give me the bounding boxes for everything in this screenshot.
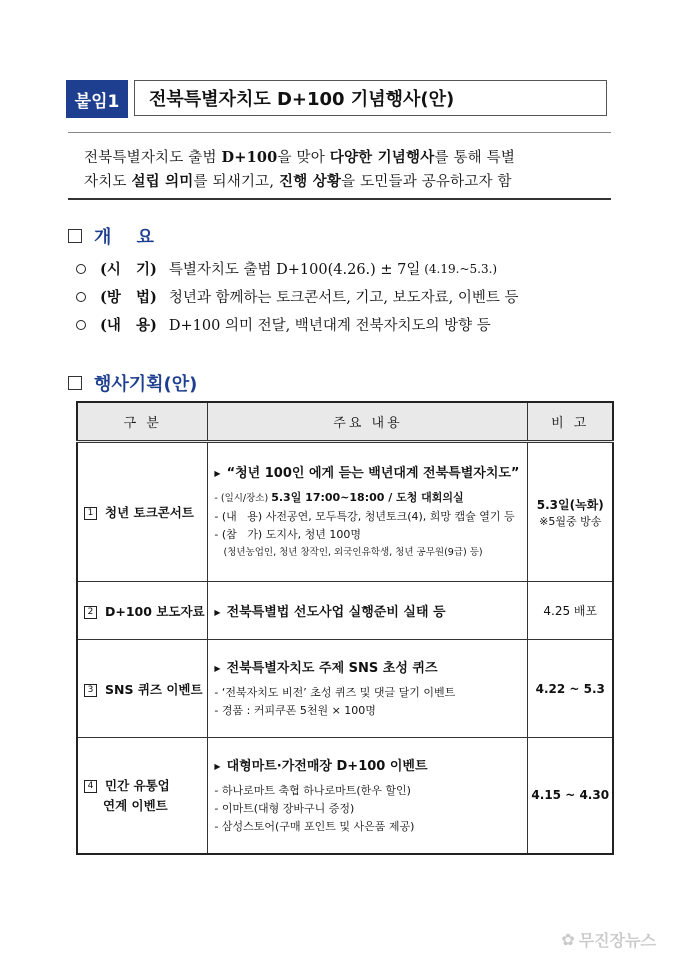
row-content: [208, 442, 528, 582]
row-note-sub: ※5월중 방송: [539, 514, 602, 528]
triangle-bullet-icon: ▶: [214, 761, 221, 771]
row-category: [77, 442, 208, 582]
row-main-text: ▶ 전북특별법 선도사업 실행준비 실태 등: [214, 605, 446, 620]
row-category-label: D+100 보도자료: [105, 603, 205, 619]
row-category-label: 민간 유통업: [105, 778, 170, 794]
row-note-main: 4.22 ~ 5.3: [535, 681, 605, 696]
summary-line-1: [84, 146, 604, 167]
circle-bullet-icon: [76, 292, 86, 302]
row-note-main: 4.15 ~ 4.30: [531, 788, 610, 803]
summary-segment: 를 되새기고,: [193, 174, 279, 190]
overview-item-label: (시 기): [100, 261, 157, 278]
row-main-text: ▶ “청년 100인 에게 듣는 백년대계 전북특별자치도”: [214, 466, 520, 481]
row-main-text: ▶ 전북특별자치도 주제 SNS 초성 퀴즈: [214, 661, 438, 676]
row-note-main: 4.25 배포: [543, 604, 598, 618]
table-header-row: [77, 402, 613, 442]
row-category-label: 청년 토크콘서트: [105, 505, 194, 520]
summary-segment: 를 통해 특별: [434, 150, 516, 166]
table-row: [77, 442, 613, 582]
row-note: [528, 582, 613, 640]
watermark-text: 무진장뉴스: [578, 931, 656, 950]
overview-item-text: 특별자치도 출범 D+100(4.26.) ± 7일: [168, 262, 421, 278]
square-bullet-icon: [68, 229, 82, 243]
row-note: [528, 640, 613, 738]
plan-title: 행사기획(안): [94, 374, 198, 395]
row-number: 2: [84, 606, 97, 619]
summary-segment: 을 맞아: [277, 150, 330, 166]
document-title: 전북특별자치도 D+100 기념행사(안): [134, 80, 607, 116]
row-sub-item: - 경품 : 커피쿠폰 5천원 × 100명: [214, 704, 376, 717]
table-row: [77, 738, 613, 854]
summary-top-rule: [68, 132, 611, 133]
row-sub-item: - (일시/장소) 5.3일 17:00~18:00 / 도청 대회의실: [214, 491, 464, 504]
summary-line-2: [84, 170, 604, 191]
overview-item-period: [76, 258, 497, 279]
header-note: 비 고: [528, 402, 613, 442]
overview-item-small: (4.19.~5.3.): [420, 261, 498, 276]
row-number: 1: [84, 507, 97, 520]
row-content: [208, 738, 528, 854]
overview-heading: [68, 223, 154, 249]
summary-bottom-rule: [68, 198, 611, 200]
flower-icon: ✿: [561, 930, 575, 949]
summary-segment: 설립 의미: [131, 173, 194, 190]
row-note: [528, 738, 613, 854]
overview-item-content: [76, 314, 491, 335]
circle-bullet-icon: [76, 264, 86, 274]
row-sub-item: - (내 용) 사전공연, 모두특강, 청년토크(4), 희망 캡슐 열기 등: [214, 510, 515, 523]
row-content: [208, 640, 528, 738]
triangle-bullet-icon: ▶: [214, 664, 221, 673]
row-sub-item: (청년농업인, 청년 창작인, 외국인유학생, 청년 공무원(9급) 등): [223, 547, 483, 558]
header-content: 주요 내용: [208, 402, 528, 442]
summary-segment: 다양한 기념행사: [329, 149, 435, 166]
row-category: [77, 582, 208, 640]
overview-item-text: 청년과 함께하는 토크콘서트, 기고, 보도자료, 이벤트 등: [168, 290, 519, 306]
overview-item-label: (방 법): [100, 289, 157, 306]
row-category: [77, 640, 208, 738]
summary-segment: D+100: [221, 149, 278, 166]
row-sub-item: - 삼성스토어(구매 포인트 및 사은품 제공): [214, 819, 415, 833]
row-sub-item: - 이마트(대형 장바구니 증정): [214, 801, 355, 815]
summary-segment: 전북특별자치도 출범: [84, 150, 222, 166]
square-bullet-icon: [68, 376, 82, 390]
event-plan-table: [76, 401, 614, 855]
attachment-tag: 붙임1: [66, 80, 128, 118]
row-sub-item: - (참 가) 도지사, 청년 100명: [214, 528, 361, 541]
summary-segment: 을 도민들과 공유하고자 함: [341, 174, 512, 190]
row-number: 3: [84, 684, 97, 697]
summary-segment: 진행 상황: [278, 173, 342, 190]
circle-bullet-icon: [76, 320, 86, 330]
row-category: [77, 738, 208, 854]
overview-item-text: D+100 의미 전달, 백년대계 전북자치도의 방향 등: [168, 318, 491, 334]
row-note: [528, 442, 613, 582]
triangle-bullet-icon: ▶: [214, 469, 221, 478]
summary-segment: 자치도: [84, 174, 132, 190]
row-main-text: ▶ 대형마트·가전매장 D+100 이벤트: [214, 758, 428, 774]
table-row: [77, 640, 613, 738]
row-sub-item: - 하나로마트 축협 하나로마트(한우 할인): [214, 783, 411, 797]
overview-item-method: [76, 286, 519, 307]
row-sub-item: - ‘전북자치도 비전’ 초성 퀴즈 및 댓글 달기 이벤트: [214, 686, 456, 699]
row-note-main: 5.3일(녹화): [536, 497, 604, 512]
overview-item-label: (내 용): [100, 317, 157, 334]
overview-title: 개 요: [94, 227, 154, 248]
triangle-bullet-icon: ▶: [214, 608, 221, 617]
plan-heading: [68, 370, 197, 396]
table-row: [77, 582, 613, 640]
row-number: 4: [84, 780, 97, 793]
watermark: [561, 928, 656, 951]
header-category: 구 분: [77, 402, 208, 442]
row-category-label: SNS 퀴즈 이벤트: [105, 681, 203, 697]
row-category-label-2: 연계 이벤트: [103, 798, 168, 814]
row-content: [208, 582, 528, 640]
